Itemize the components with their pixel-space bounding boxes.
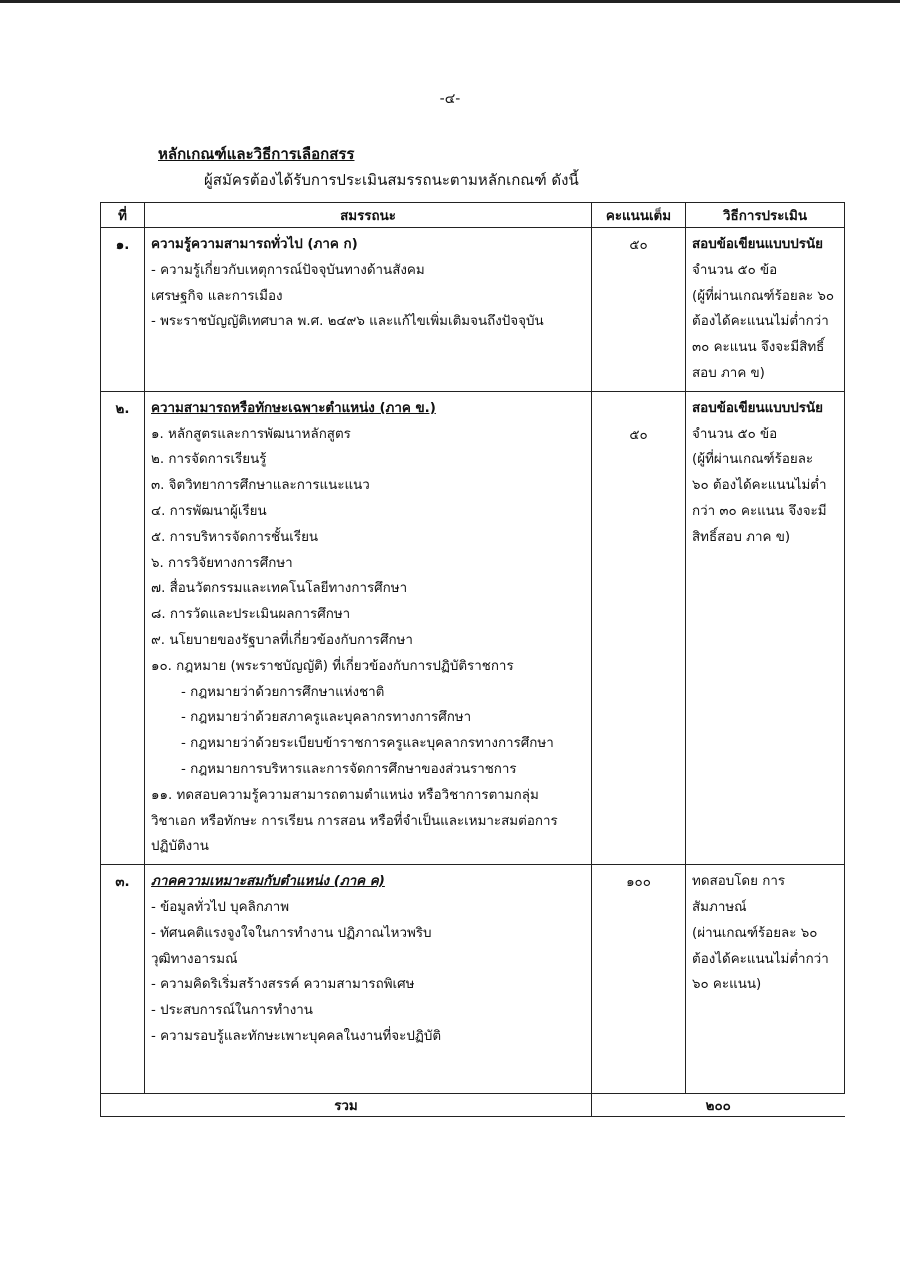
- competency-title: ความรู้ความสามารถทั่วไป (ภาค ก): [151, 237, 358, 252]
- header-no: ที่: [101, 203, 145, 228]
- score-value: ๕๐: [629, 427, 648, 443]
- table-row: [101, 391, 845, 864]
- competency-item: - ประสบการณ์ในการทำงาน: [151, 1003, 313, 1019]
- method-line: ต้องได้คะแนนไม่ต่ำกว่า: [692, 314, 829, 330]
- competency-item: - ความคิดริเริ่มสร้างสรรค์ ความสามารถพิเศษ: [151, 977, 415, 993]
- method-line: กว่า ๓๐ คะแนน จึงจะมี: [692, 503, 827, 519]
- score-cell: ๑๐๐: [592, 865, 686, 1094]
- method-line: ๖๐ คะแนน): [692, 977, 762, 993]
- competency-item: ๓. จิตวิทยาการศึกษาและการแนะแนว: [151, 478, 370, 494]
- competency-title: ภาคความเหมาะสมกับตำแหน่ง (ภาค ค): [151, 874, 385, 890]
- competency-item: ๘. การวัดและประเมินผลการศึกษา: [151, 607, 351, 623]
- competency-item: วิชาเอก หรือทักษะ การเรียน การสอน หรือที่จำเป็นและเหมาะสมต่อการ: [151, 813, 558, 829]
- law-sub-item: - กฎหมายว่าด้วยสภาครูและบุคลากรทางการศึกษา: [181, 710, 472, 726]
- method-line: สัมภาษณ์: [692, 899, 747, 915]
- method-line: จำนวน ๕๐ ข้อ: [692, 426, 778, 442]
- method-title: สอบข้อเขียนแบบปรนัย: [692, 400, 823, 416]
- method-line: (ผู้ที่ผ่านเกณฑ์ร้อยละ: [692, 452, 814, 468]
- competency-item: ๗. สื่อนวัตกรรมและเทคโนโลยีทางการศึกษา: [151, 581, 408, 597]
- competency-item: ๒. การจัดการเรียนรู้: [151, 452, 267, 468]
- table-header-row: [101, 203, 845, 228]
- total-row: [101, 1094, 845, 1117]
- method-cell: [686, 865, 845, 1094]
- header-score: คะแนนเต็ม: [592, 203, 686, 228]
- method-cell: [686, 228, 845, 392]
- method-line: ๖๐ ต้องได้คะแนนไม่ต่ำ: [692, 478, 827, 494]
- method-line: (ผู้ที่ผ่านเกณฑ์ร้อยละ ๖๐: [692, 288, 835, 304]
- competency-item: ๕. การบริหารจัดการชั้นเรียน: [151, 529, 319, 545]
- competency-item: ๖. การวิจัยทางการศึกษา: [151, 555, 293, 571]
- top-border-line: [0, 0, 900, 3]
- criteria-table: [100, 202, 845, 1117]
- competency-item: วุฒิทางอารมณ์: [151, 951, 238, 967]
- row-number: ๓.: [101, 865, 145, 1094]
- competency-title: ความสามารถหรือทักษะเฉพาะตำแหน่ง (ภาค ข.): [151, 400, 436, 416]
- table-row: [101, 228, 845, 392]
- method-line: ๓๐ คะแนน จึงจะมีสิทธิ์: [692, 340, 825, 356]
- competency-item: ๑๐. กฎหมาย (พระราชบัญญัติ) ที่เกี่ยวข้องกับการปฏิบัติราชการ: [151, 658, 514, 674]
- row-number: ๒.: [101, 391, 145, 864]
- method-line: (ผ่านเกณฑ์ร้อยละ ๖๐: [692, 925, 818, 941]
- competency-item: - ทัศนคติแรงจูงใจในการทำงาน ปฏิภาณไหวพริบ: [151, 925, 432, 941]
- competency-cell: [145, 228, 592, 392]
- law-sub-item: - กฎหมายว่าด้วยระเบียบข้าราชการครูและบุคลากรทางการศึกษา: [181, 736, 554, 752]
- competency-cell: [145, 865, 592, 1094]
- competency-item: ๙. นโยบายของรัฐบาลที่เกี่ยวข้องกับการศึกษา: [151, 632, 413, 648]
- method-line: ต้องได้คะแนนไม่ต่ำกว่า: [692, 951, 829, 967]
- page-number: -๔-: [439, 91, 461, 107]
- row-number: ๑.: [101, 228, 145, 392]
- competency-item: - ความรู้เกี่ยวกับเหตุการณ์ปัจจุบันทางด้านสังคม: [151, 262, 425, 278]
- competency-cell: [145, 391, 592, 864]
- score-cell: [592, 391, 686, 864]
- competency-item: ๑๑. ทดสอบความรู้ความสามารถตามตำแหน่ง หรือวิชาการตามกลุ่ม: [151, 787, 539, 803]
- table-row: [101, 865, 845, 1094]
- section-heading: หลักเกณฑ์และวิธีการเลือกสรร: [158, 145, 355, 163]
- competency-item: - พระราชบัญญัติเทศบาล พ.ศ. ๒๔๙๖ และแก้ไขเพิ่มเติมจนถึงปัจจุบัน: [151, 314, 544, 330]
- method-line: ทดสอบโดย การ: [692, 874, 786, 890]
- competency-item: - ข้อมูลทั่วไป บุคลิกภาพ: [151, 899, 290, 915]
- total-label: รวม: [101, 1094, 592, 1117]
- total-score: ๒๐๐: [592, 1094, 845, 1117]
- competency-item: ๑. หลักสูตรและการพัฒนาหลักสูตร: [151, 426, 351, 442]
- competency-item: ๔. การพัฒนาผู้เรียน: [151, 503, 267, 519]
- header-method: วิธีการประเมิน: [686, 203, 845, 228]
- competency-item: เศรษฐกิจ และการเมือง: [151, 288, 283, 304]
- competency-item: - ความรอบรู้และทักษะเพาะบุคคลในงานที่จะปฏิบัติ: [151, 1028, 442, 1044]
- score-cell: ๕๐: [592, 228, 686, 392]
- competency-item: ปฏิบัติงาน: [151, 839, 209, 855]
- method-title: สอบข้อเขียนแบบปรนัย: [692, 237, 823, 252]
- method-line: สิทธิ์สอบ ภาค ข): [692, 529, 791, 545]
- method-line: จำนวน ๕๐ ข้อ: [692, 262, 778, 278]
- method-line: สอบ ภาค ข): [692, 365, 765, 381]
- intro-text: ผู้สมัครต้องได้รับการประเมินสมรรถนะตามหลักเกณฑ์ ดังนี้: [204, 171, 579, 189]
- law-sub-item: - กฎหมายว่าด้วยการศึกษาแห่งชาติ: [181, 684, 385, 700]
- method-cell: [686, 391, 845, 864]
- header-competency: สมรรถนะ: [145, 203, 592, 228]
- law-sub-item: - กฎหมายการบริหารและการจัดการศึกษาของส่วนราชการ: [181, 761, 517, 777]
